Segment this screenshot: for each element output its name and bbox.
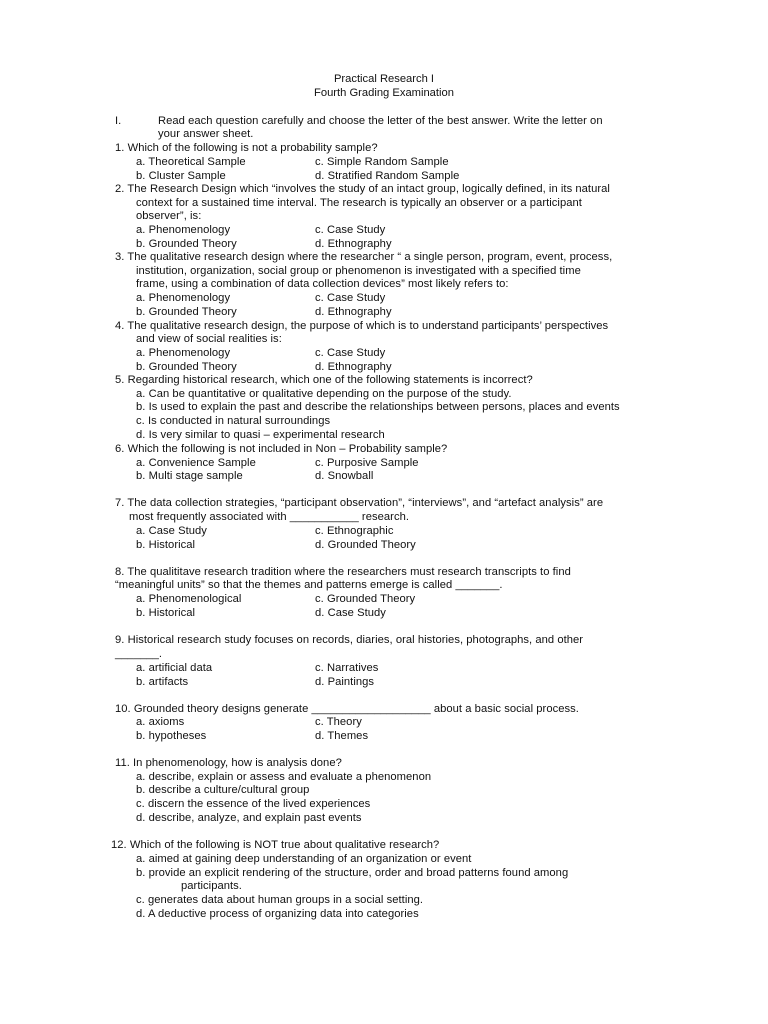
choice-option: b. Grounded Theory [136, 361, 237, 373]
choice-option: a. Phenomenological [136, 593, 242, 605]
instruction-line: your answer sheet. [158, 128, 254, 140]
choice-option: d. Grounded Theory [315, 539, 416, 551]
choice-option: c. Ethnographic [315, 525, 394, 537]
question-stem: 11. In phenomenology, how is analysis done? [115, 757, 342, 769]
question-stem: 2. The Research Design which “involves the study of an intact group, logically defined, in its natural [115, 183, 610, 195]
choice-option: a. aimed at gaining deep understanding of an organization or event [136, 853, 472, 865]
choice-option: c. Case Study [315, 347, 386, 359]
choice-option: b. Grounded Theory [136, 306, 237, 318]
choice-option: a. Can be quantitative or qualitative depending on the purpose of the study. [136, 388, 512, 400]
question-stem: 9. Historical research study focuses on records, diaries, oral histories, photographs, and other [115, 634, 584, 646]
choice-option: c. discern the essence of the lived experiences [136, 798, 371, 810]
choice-option: b. provide an explicit rendering of the structure, order and broad patterns found among [136, 867, 569, 879]
choice-option: b. Cluster Sample [136, 170, 226, 182]
choice-option: c. Theory [315, 716, 362, 728]
choice-option: b. artifacts [136, 676, 189, 688]
choice-option: c. Is conducted in natural surroundings [136, 415, 331, 427]
choice-option: a. describe, explain or assess and evaluate a phenomenon [136, 771, 432, 783]
question-stem: most frequently associated with ___________ research. [129, 511, 410, 523]
choice-option: d. Paintings [315, 676, 375, 688]
choice-option: d. Ethnography [315, 306, 392, 318]
choice-option: c. generates data about human groups in a social setting. [136, 894, 424, 906]
question-stem: “meaningful units” so that the themes and patterns emerge is called _______. [115, 579, 503, 591]
instruction-line: Read each question carefully and choose the letter of the best answer. Write the letter on [158, 115, 603, 127]
choice-option: c. Narratives [315, 662, 379, 674]
question-stem: 10. Grounded theory designs generate ___________________ about a basic social process. [115, 703, 579, 715]
choice-option: d. Ethnography [315, 238, 392, 250]
choice-option: b. Historical [136, 607, 196, 619]
question-stem: 4. The qualitative research design, the purpose of which is to understand participants’ perspectives [115, 320, 609, 332]
choice-option: c. Grounded Theory [315, 593, 416, 605]
question-stem: 8. The qualititave research tradition where the researchers must research transcripts to find [115, 566, 571, 578]
instruction-numeral: I. [115, 115, 122, 127]
choice-option: a. artificial data [136, 662, 213, 674]
choice-option: d. describe, analyze, and explain past events [136, 812, 362, 824]
choice-option: a. Theoretical Sample [136, 156, 246, 168]
choice-option: c. Simple Random Sample [315, 156, 449, 168]
question-stem: 3. The qualitative research design where the researcher “ a single person, program, event, process, [115, 251, 613, 263]
question-stem: 12. Which of the following is NOT true about qualitative research? [111, 839, 440, 851]
choice-option: d. A deductive process of organizing data into categories [136, 908, 419, 920]
choice-option: a. Case Study [136, 525, 207, 537]
question-stem: institution, organization, social group or phenomenon is investigated with a specified time [136, 265, 581, 277]
question-stem: 1. Which of the following is not a probability sample? [115, 142, 378, 154]
choice-option: b. Grounded Theory [136, 238, 237, 250]
choice-option: d. Ethnography [315, 361, 392, 373]
choice-option: participants. [181, 880, 242, 892]
question-stem: context for a sustained time interval. The research is typically an observer or a participant [136, 197, 582, 209]
question-stem: 7. The data collection strategies, “participant observation”, “interviews”, and “artefact analysis” are [115, 497, 604, 509]
question-stem: observer”, is: [136, 210, 202, 222]
question-stem: 5. Regarding historical research, which one of the following statements is incorrect? [115, 374, 533, 386]
question-stem: _______. [115, 648, 163, 660]
choice-option: b. Historical [136, 539, 196, 551]
choice-option: a. Phenomenology [136, 224, 231, 236]
choice-option: a. Phenomenology [136, 292, 231, 304]
exam-subtitle: Fourth Grading Examination [314, 87, 454, 99]
choice-option: d. Themes [315, 730, 369, 742]
choice-option: a. axioms [136, 716, 185, 728]
choice-option: a. Phenomenology [136, 347, 231, 359]
question-stem: 6. Which the following is not included in Non – Probability sample? [115, 443, 448, 455]
choice-option: d. Stratified Random Sample [315, 170, 460, 182]
choice-option: c. Case Study [315, 224, 386, 236]
choice-option: b. Is used to explain the past and describe the relationships between persons, places and events [136, 401, 620, 413]
choice-option: b. hypotheses [136, 730, 207, 742]
question-stem: frame, using a combination of data collection devices” most likely refers to: [136, 278, 509, 290]
choice-option: c. Purposive Sample [315, 457, 419, 469]
choice-option: b. Multi stage sample [136, 470, 243, 482]
choice-option: b. describe a culture/cultural group [136, 784, 310, 796]
choice-option: c. Case Study [315, 292, 386, 304]
choice-option: d. Snowball [315, 470, 374, 482]
question-stem: and view of social realities is: [136, 333, 282, 345]
choice-option: a. Convenience Sample [136, 457, 256, 469]
choice-option: d. Case Study [315, 607, 386, 619]
choice-option: d. Is very similar to quasi – experimental research [136, 429, 385, 441]
exam-title: Practical Research I [333, 73, 435, 85]
